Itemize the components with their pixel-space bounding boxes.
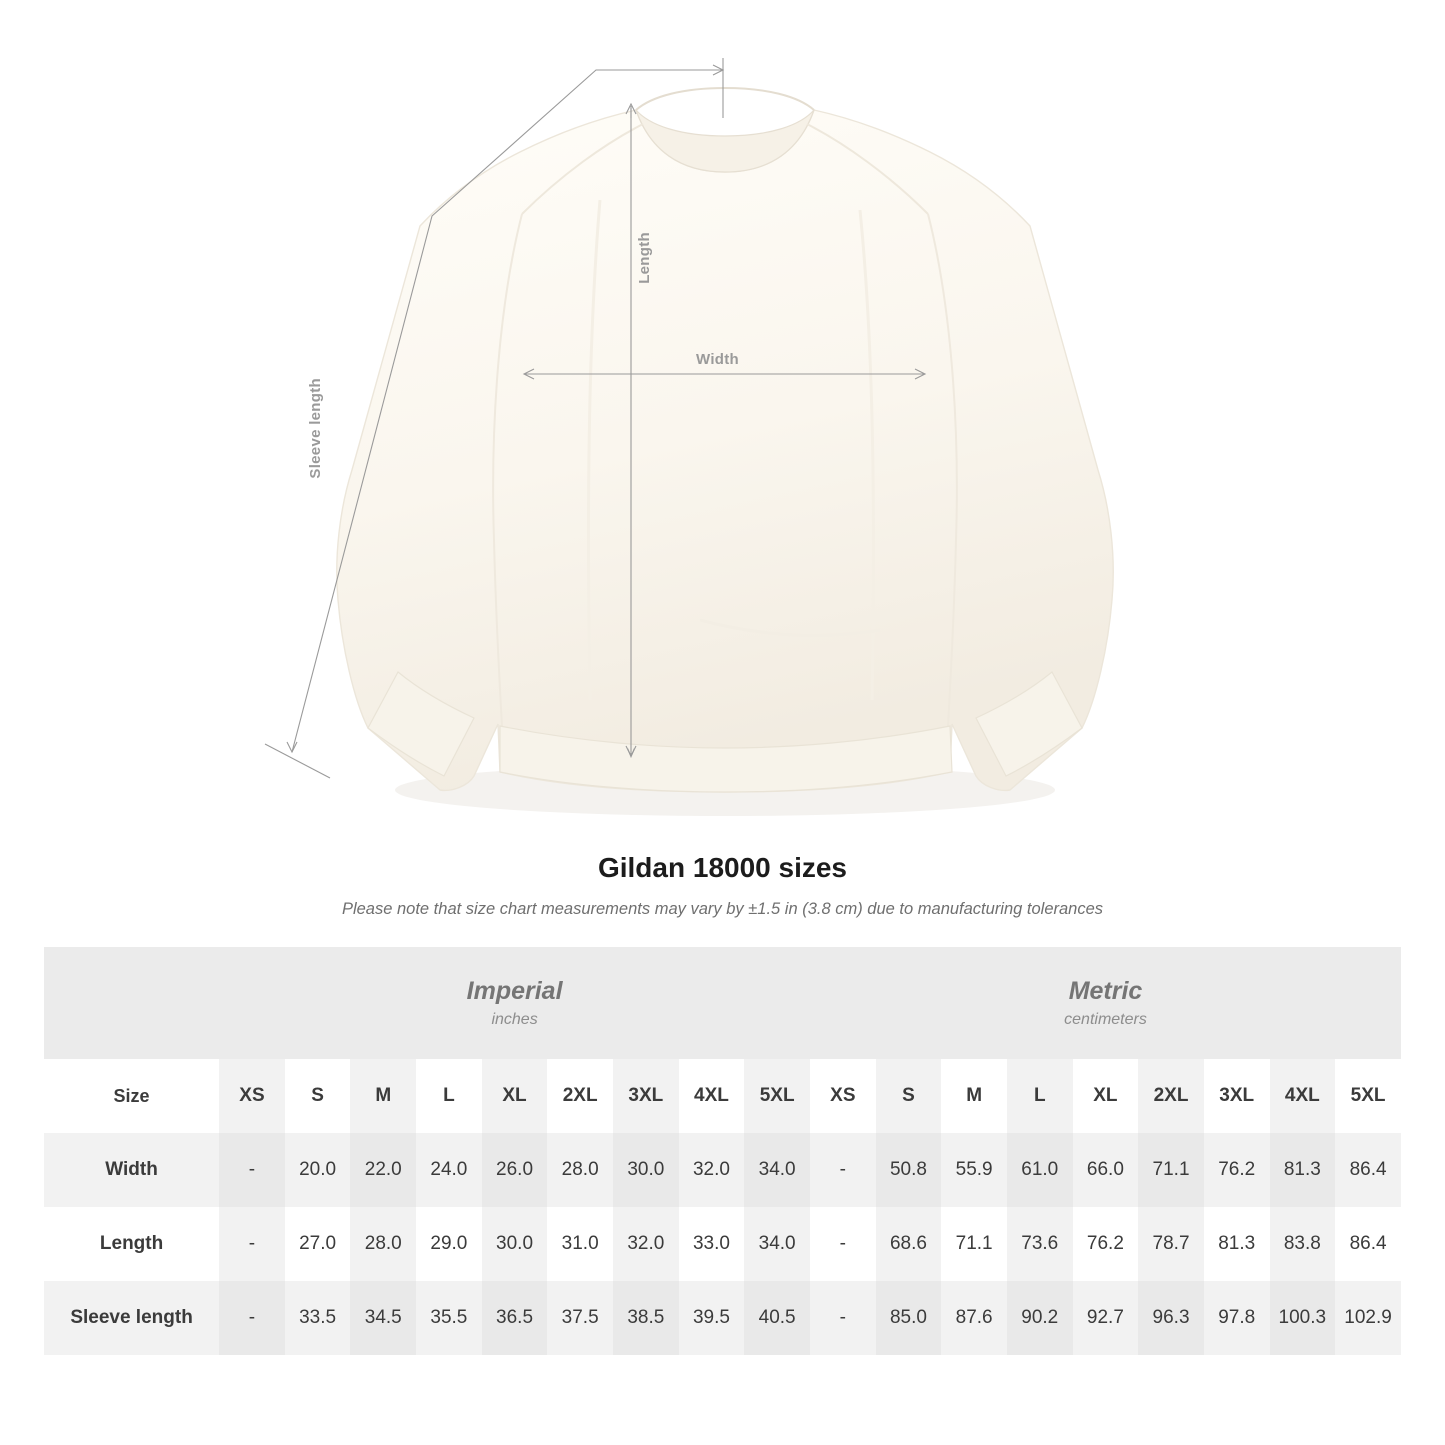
unit-header-spacer <box>44 947 219 1059</box>
size-col-met-5: 2XL <box>1138 1059 1204 1133</box>
cell-length-imp-7: 33.0 <box>679 1207 745 1281</box>
column-header-size: Size <box>44 1059 219 1133</box>
size-col-imp-8: 5XL <box>744 1059 810 1133</box>
size-col-met-1: S <box>876 1059 942 1133</box>
cell-length-imp-8: 34.0 <box>744 1207 810 1281</box>
cell-sleeve-imp-3: 35.5 <box>416 1281 482 1355</box>
size-col-imp-4: XL <box>482 1059 548 1133</box>
unit-imperial-name: Imperial <box>466 976 563 1005</box>
cell-sleeve-imp-0: - <box>219 1281 285 1355</box>
cell-width-imp-8: 34.0 <box>744 1133 810 1207</box>
size-col-imp-1: S <box>285 1059 351 1133</box>
cell-length-met-1: 68.6 <box>876 1207 942 1281</box>
cell-width-met-0: - <box>810 1133 876 1207</box>
size-table-wrap <box>0 947 1445 1355</box>
cell-width-met-7: 81.3 <box>1270 1133 1336 1207</box>
cell-length-imp-3: 29.0 <box>416 1207 482 1281</box>
cell-width-met-6: 76.2 <box>1204 1133 1270 1207</box>
cell-sleeve-imp-1: 33.5 <box>285 1281 351 1355</box>
table-row <box>44 1207 1401 1281</box>
cell-length-met-4: 76.2 <box>1073 1207 1139 1281</box>
table-row <box>44 1281 1401 1355</box>
unit-header-metric <box>810 947 1401 1059</box>
cell-sleeve-met-8: 102.9 <box>1335 1281 1401 1355</box>
cell-sleeve-met-5: 96.3 <box>1138 1281 1204 1355</box>
size-col-imp-3: L <box>416 1059 482 1133</box>
cell-length-met-8: 86.4 <box>1335 1207 1401 1281</box>
cell-length-imp-2: 28.0 <box>350 1207 416 1281</box>
cell-width-imp-2: 22.0 <box>350 1133 416 1207</box>
size-col-met-8: 5XL <box>1335 1059 1401 1133</box>
cell-width-imp-4: 26.0 <box>482 1133 548 1207</box>
cell-width-met-1: 50.8 <box>876 1133 942 1207</box>
cell-width-imp-3: 24.0 <box>416 1133 482 1207</box>
cell-length-imp-4: 30.0 <box>482 1207 548 1281</box>
row-label-sleeve-length: Sleeve length <box>44 1281 219 1355</box>
cell-length-met-2: 71.1 <box>941 1207 1007 1281</box>
cell-width-imp-7: 32.0 <box>679 1133 745 1207</box>
cell-sleeve-met-3: 90.2 <box>1007 1281 1073 1355</box>
cell-length-imp-5: 31.0 <box>547 1207 613 1281</box>
cell-width-met-8: 86.4 <box>1335 1133 1401 1207</box>
cell-length-met-7: 83.8 <box>1270 1207 1336 1281</box>
unit-header-imperial <box>219 947 810 1059</box>
cell-width-imp-6: 30.0 <box>613 1133 679 1207</box>
size-col-imp-6: 3XL <box>613 1059 679 1133</box>
cell-length-met-3: 73.6 <box>1007 1207 1073 1281</box>
cell-sleeve-met-4: 92.7 <box>1073 1281 1139 1355</box>
size-col-imp-2: M <box>350 1059 416 1133</box>
cell-sleeve-imp-7: 39.5 <box>679 1281 745 1355</box>
row-label-width: Width <box>44 1133 219 1207</box>
cell-width-met-3: 61.0 <box>1007 1133 1073 1207</box>
size-col-met-2: M <box>941 1059 1007 1133</box>
table-row <box>44 1133 1401 1207</box>
cell-length-met-0: - <box>810 1207 876 1281</box>
cell-sleeve-imp-6: 38.5 <box>613 1281 679 1355</box>
cell-sleeve-met-1: 85.0 <box>876 1281 942 1355</box>
cell-width-imp-1: 20.0 <box>285 1133 351 1207</box>
page-title: Gildan 18000 sizes <box>597 852 848 883</box>
cell-sleeve-met-7: 100.3 <box>1270 1281 1336 1355</box>
cell-length-met-5: 78.7 <box>1138 1207 1204 1281</box>
unit-metric-name: Metric <box>1068 976 1143 1005</box>
size-col-met-6: 3XL <box>1204 1059 1270 1133</box>
row-label-length: Length <box>44 1207 219 1281</box>
tolerance-note: Please note that size chart measurements may vary by ±1.5 in (3.8 cm) due to manufacturing tolerances <box>341 900 1104 918</box>
size-col-met-4: XL <box>1073 1059 1139 1133</box>
cell-sleeve-imp-2: 34.5 <box>350 1281 416 1355</box>
size-header-row <box>44 1059 1401 1133</box>
cell-sleeve-imp-5: 37.5 <box>547 1281 613 1355</box>
cell-sleeve-imp-4: 36.5 <box>482 1281 548 1355</box>
cell-width-met-4: 66.0 <box>1073 1133 1139 1207</box>
length-dimension-label: Length <box>636 232 653 284</box>
cell-sleeve-met-2: 87.6 <box>941 1281 1007 1355</box>
cell-length-imp-0: - <box>219 1207 285 1281</box>
size-col-imp-7: 4XL <box>679 1059 745 1133</box>
unit-header-row <box>44 947 1401 1059</box>
cell-length-imp-1: 27.0 <box>285 1207 351 1281</box>
cell-width-imp-5: 28.0 <box>547 1133 613 1207</box>
sleeve-length-dimension-label: Sleeve length <box>307 378 324 479</box>
width-dimension-label: Width <box>696 351 740 368</box>
unit-imperial-sub: inches <box>491 1011 538 1029</box>
cell-length-met-6: 81.3 <box>1204 1207 1270 1281</box>
cell-sleeve-imp-8: 40.5 <box>744 1281 810 1355</box>
cell-width-met-2: 55.9 <box>941 1133 1007 1207</box>
size-col-met-3: L <box>1007 1059 1073 1133</box>
size-col-imp-5: 2XL <box>547 1059 613 1133</box>
size-chart-table <box>44 947 1401 1355</box>
size-col-met-7: 4XL <box>1270 1059 1336 1133</box>
cell-sleeve-met-0: - <box>810 1281 876 1355</box>
cell-width-met-5: 71.1 <box>1138 1133 1204 1207</box>
size-col-imp-0: XS <box>219 1059 285 1133</box>
cell-length-imp-6: 32.0 <box>613 1207 679 1281</box>
cell-sleeve-met-6: 97.8 <box>1204 1281 1270 1355</box>
unit-metric-sub: centimeters <box>1064 1011 1147 1029</box>
cell-width-imp-0: - <box>219 1133 285 1207</box>
size-col-met-0: XS <box>810 1059 876 1133</box>
